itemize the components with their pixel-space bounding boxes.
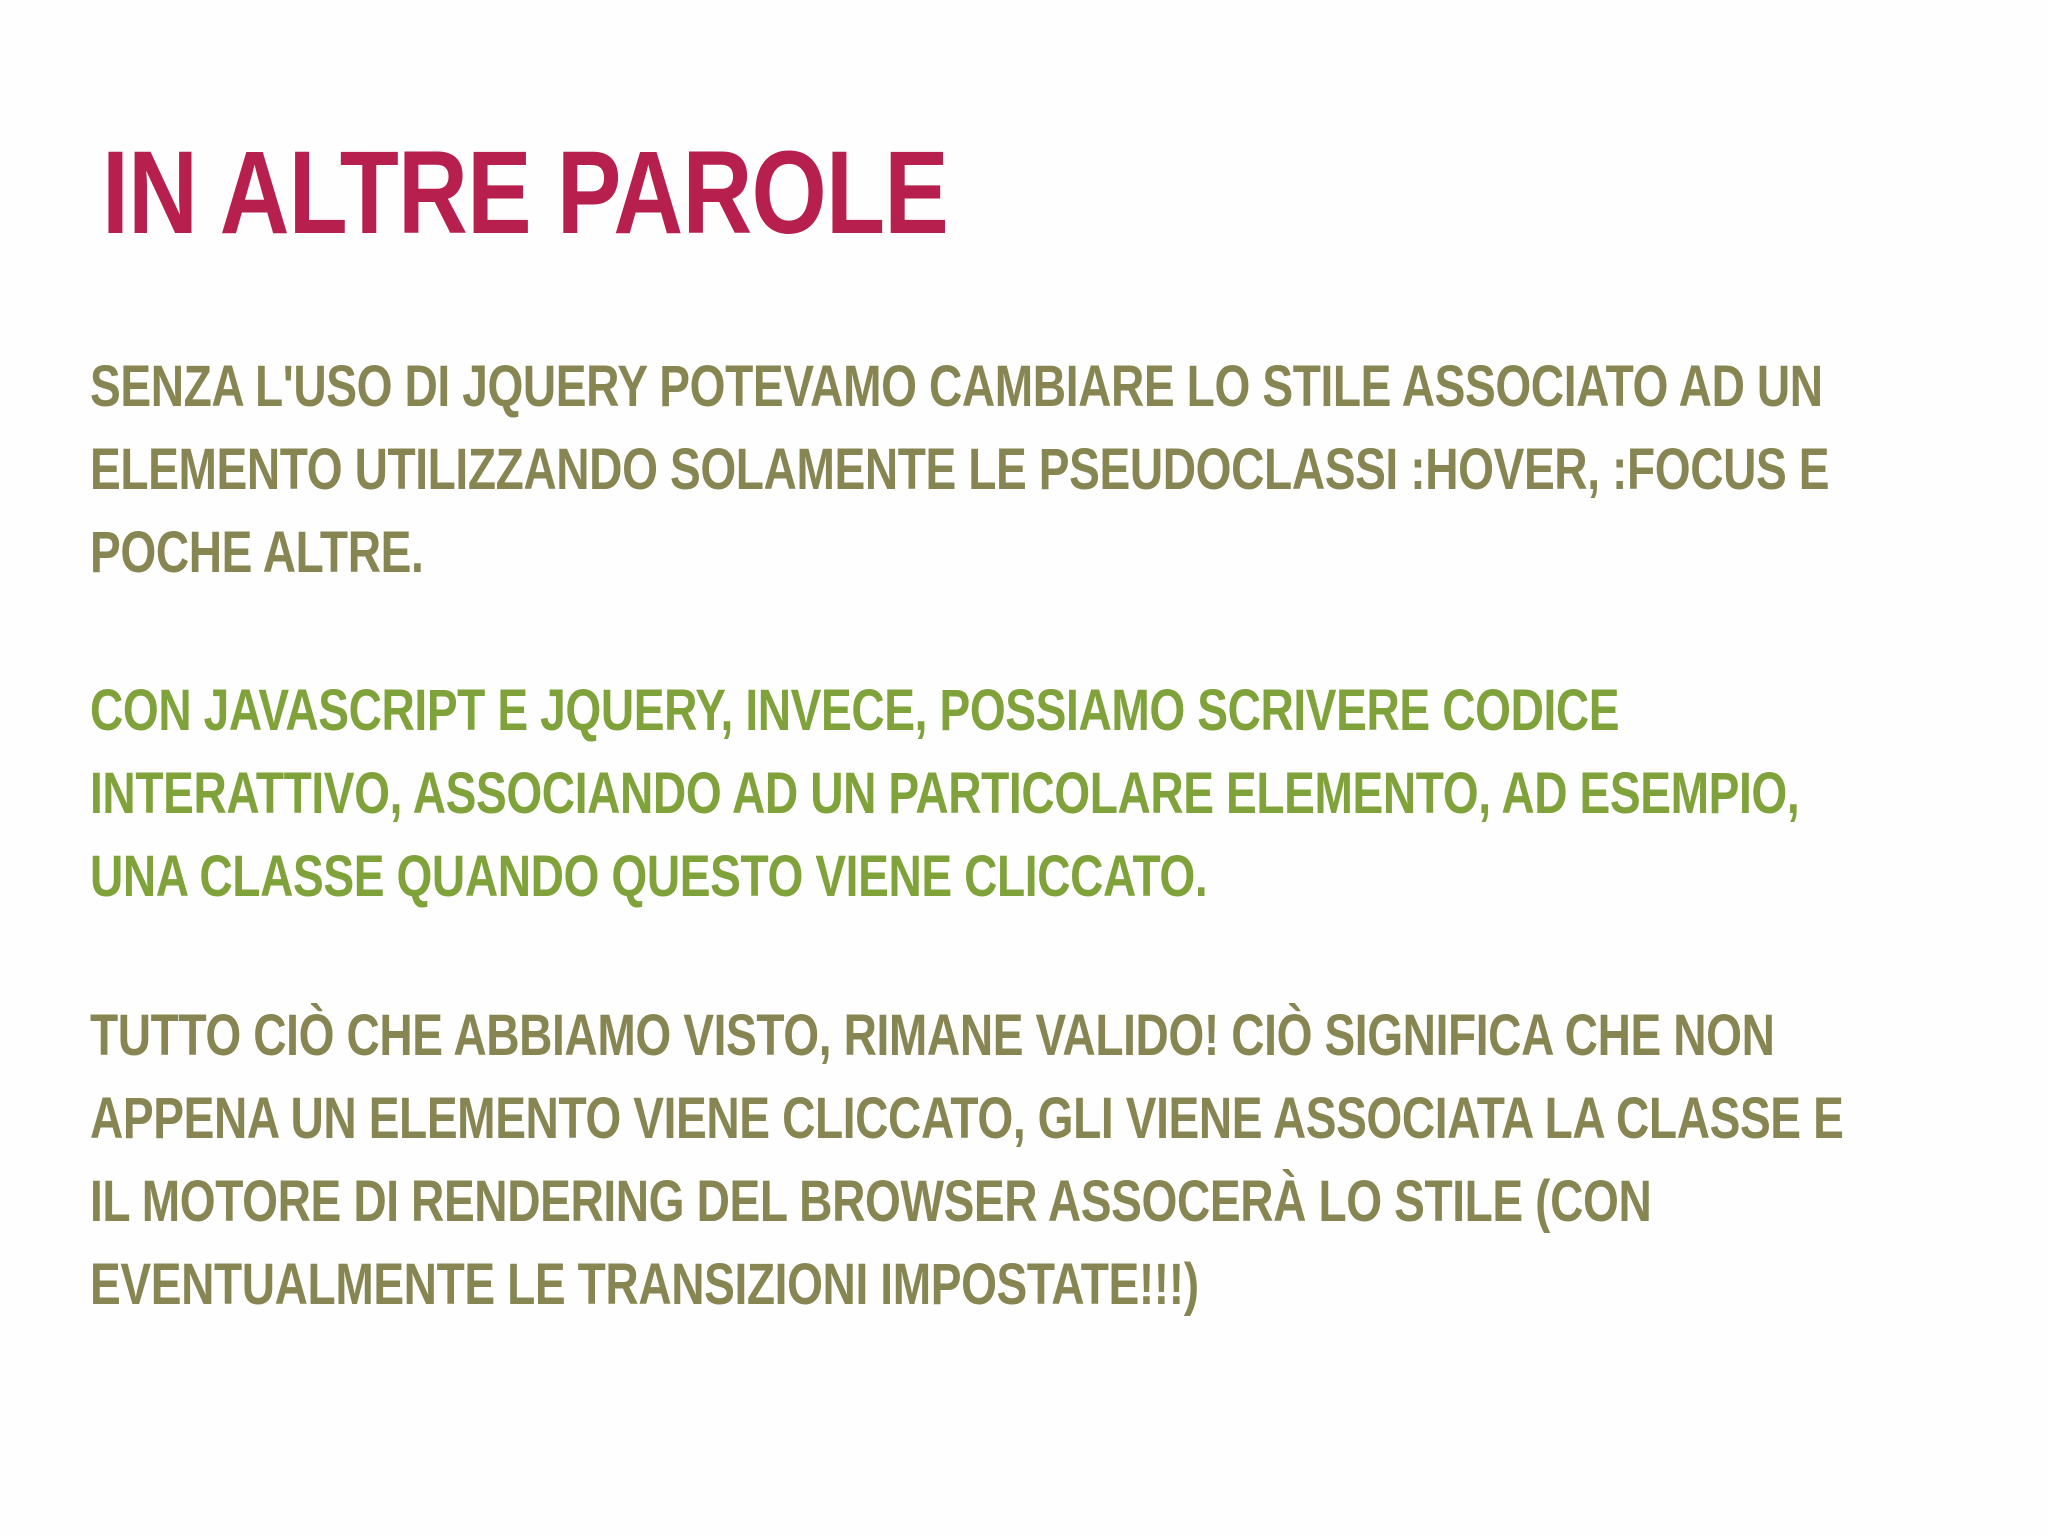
slide-title: IN ALTRE PAROLE [102,127,948,259]
paragraph-rendering-styles: TUTTO CIÒ CHE ABBIAMO VISTO, RIMANE VALIDO! CIÒ SIGNIFICA CHE NON APPENA UN ELEMENTO VIENE CLICCATO, GLI VIENE ASSOCIATA LA CLASSE E IL MOTORE DI RENDERING DEL BROWSER ASSOCERÀ LO STILE (CON EVENTUALMENTE LE TRANSIZIONI IMPOSTATE!!!) [90,1003,1844,1317]
paragraph-pseudoclasses: SENZA L'USO DI JQUERY POTEVAMO CAMBIARE LO STILE ASSOCIATO AD UN ELEMENTO UTILIZZANDO SOLAMENTE LE PSEUDOCLASSI :HOVER, :FOCUS E POCHE ALTRE. [90,354,1830,585]
paragraph-javascript-jquery: CON JAVASCRIPT E JQUERY, INVECE, POSSIAMO SCRIVERE CODICE INTERATTIVO, ASSOCIANDO AD UN PARTICOLARE ELEMENTO, AD ESEMPIO, UNA CLASSE QUANDO QUESTO VIENE CLICCATO. [90,678,1800,909]
